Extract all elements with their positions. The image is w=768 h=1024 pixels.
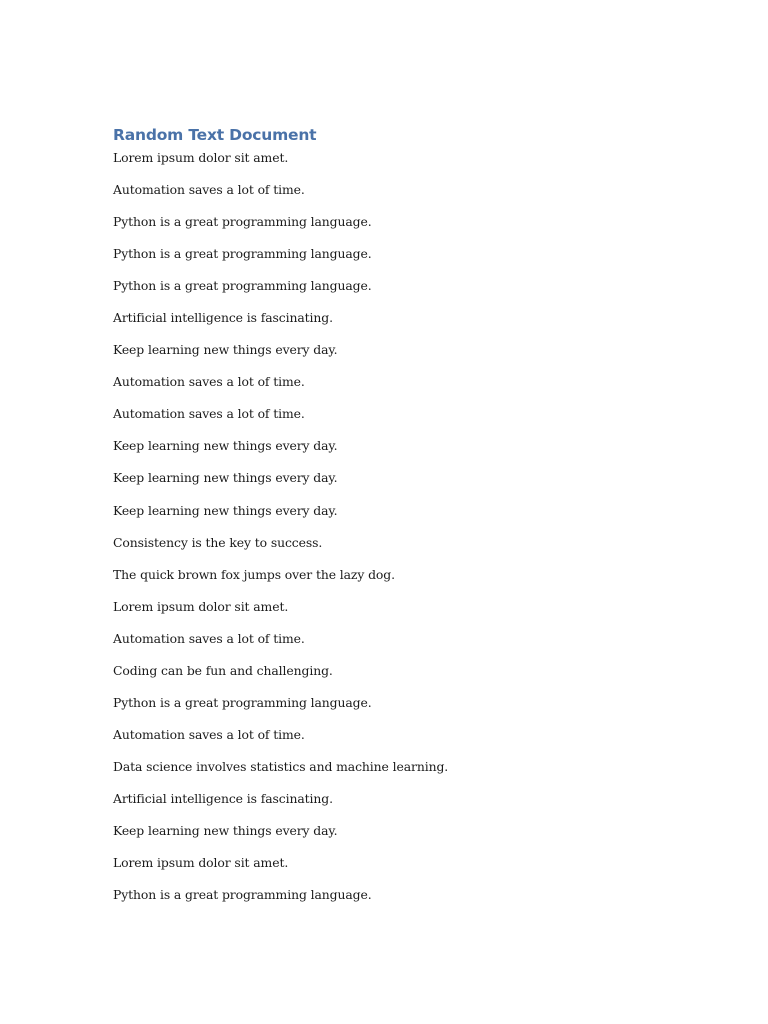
body-paragraph: Automation saves a lot of time.	[113, 726, 305, 742]
body-paragraph: The quick brown fox jumps over the lazy dog.	[113, 566, 395, 582]
body-paragraph: Lorem ipsum dolor sit amet.	[113, 150, 289, 165]
body-paragraph: Keep learning new things every day.	[113, 822, 338, 838]
body-paragraph: Consistency is the key to success.	[113, 534, 323, 550]
body-paragraph: Keep learning new things every day.	[113, 470, 338, 486]
body-paragraph: Coding can be fun and challenging.	[113, 662, 333, 678]
paragraph-list	[113, 146, 673, 915]
body-paragraph: Python is a great programming language.	[113, 694, 372, 710]
document-body	[113, 124, 673, 915]
body-paragraph: Keep learning new things every day.	[113, 342, 338, 358]
body-paragraph: Lorem ipsum dolor sit amet.	[113, 855, 289, 871]
body-paragraph: Lorem ipsum dolor sit amet.	[113, 598, 289, 614]
body-paragraph: Automation saves a lot of time.	[113, 406, 305, 422]
body-paragraph: Python is a great programming language.	[113, 246, 372, 262]
body-paragraph: Python is a great programming language.	[113, 887, 372, 903]
body-paragraph: Data science involves statistics and machine learning.	[113, 758, 449, 774]
body-paragraph: Artificial intelligence is fascinating.	[113, 310, 333, 326]
body-paragraph: Automation saves a lot of time.	[113, 630, 305, 646]
body-paragraph: Keep learning new things every day.	[113, 502, 338, 518]
body-paragraph: Automation saves a lot of time.	[113, 374, 305, 390]
body-paragraph: Artificial intelligence is fascinating.	[113, 790, 333, 806]
body-paragraph: Keep learning new things every day.	[113, 438, 338, 454]
document-title: Random Text Document	[113, 126, 317, 144]
body-paragraph: Python is a great programming language.	[113, 214, 372, 230]
body-paragraph: Automation saves a lot of time.	[113, 182, 305, 198]
body-paragraph: Python is a great programming language.	[113, 278, 372, 294]
